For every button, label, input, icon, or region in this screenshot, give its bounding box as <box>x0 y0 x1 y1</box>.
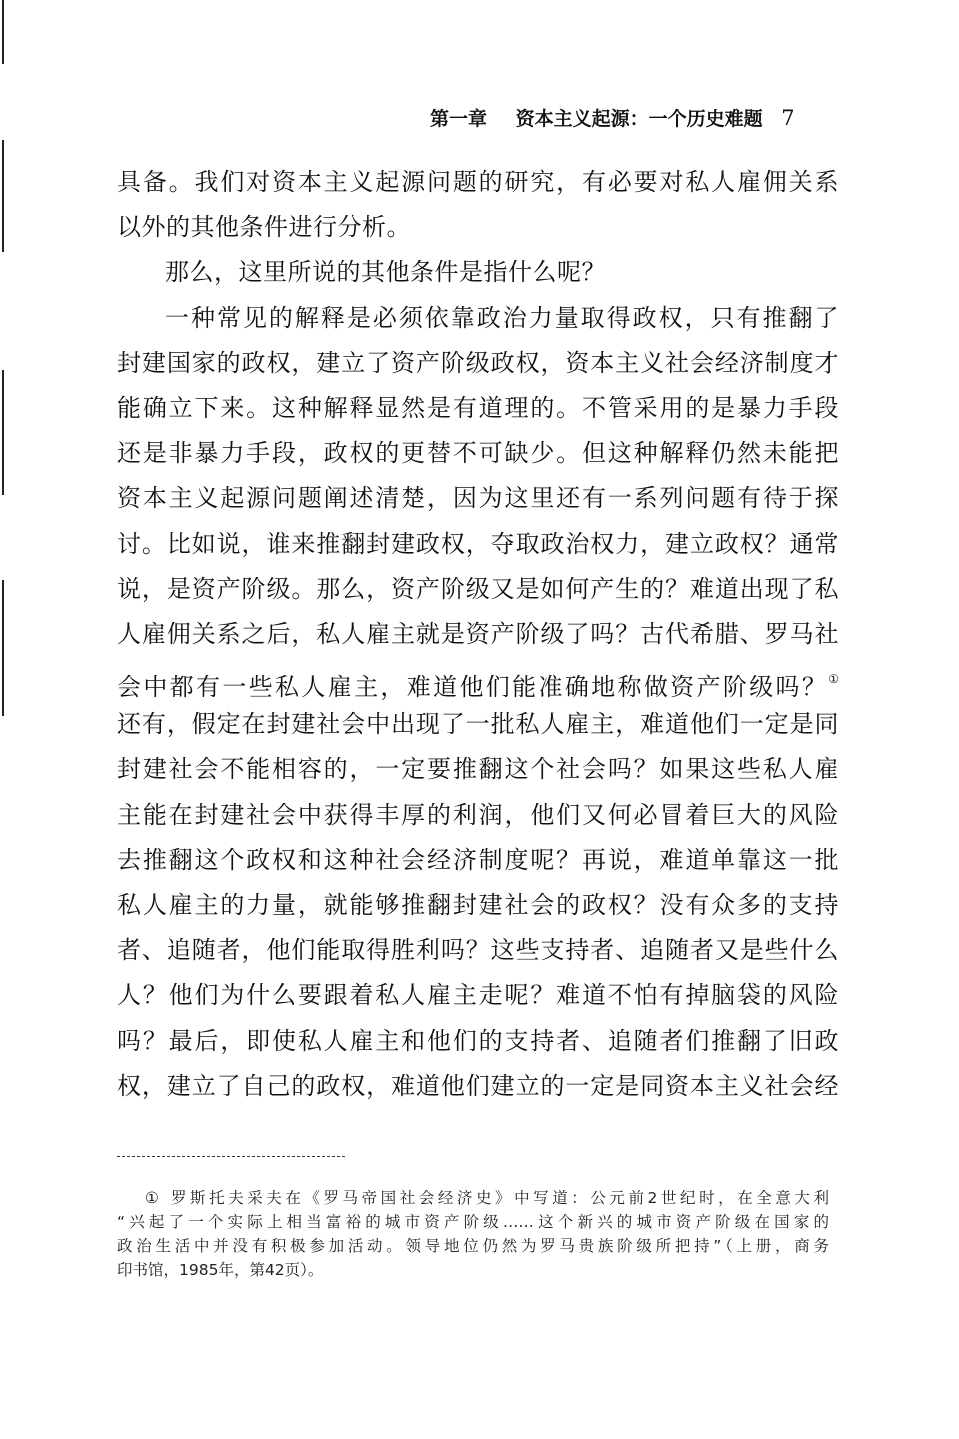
footnote-line: 政治生活中并没有积极参加活动。领导地位仍然为罗马贵族阶级所把持”（上册，商务 <box>117 1237 829 1255</box>
running-header <box>430 103 830 133</box>
body-text <box>117 160 839 1109</box>
body-line: 私人雇主的力量，就能够推翻封建社会的政权？没有众多的支持 <box>117 891 839 919</box>
footnote-line: ① 罗斯托夫采夫在《罗马帝国社会经济史》中写道：公元前2世纪时，在全意大利 <box>145 1189 829 1207</box>
body-line: 具备。我们对资本主义起源问题的研究，有必要对私人雇佣关系 <box>117 168 839 196</box>
body-line: 吗？最后，即使私人雇主和他们的支持者、追随者们推翻了旧政 <box>117 1026 839 1055</box>
body-line: 主能在封建社会中获得丰厚的利润，他们又何必冒着巨大的风险 <box>117 800 839 829</box>
body-line-text: 会中都有一些私人雇主，难道他们能准确地称做资产阶级吗？ <box>117 673 829 702</box>
footnote-reference[interactable]: ① <box>828 672 839 687</box>
body-line: 资本主义起源问题阐述清楚，因为这里还有一系列问题有待于探 <box>117 484 839 513</box>
body-line: 还是非暴力手段，政权的更替不可缺少。但这种解释仍然未能把 <box>117 439 839 468</box>
body-line: 讨。比如说，谁来推翻封建政权，夺取政治权力，建立政权？通常 <box>117 529 839 558</box>
footnote-line: 印书馆，1985年，第42页）。 <box>117 1261 324 1279</box>
page-edge-mark-middle <box>2 370 4 495</box>
body-line-with-footnote <box>117 657 839 702</box>
body-line: 权，建立了自己的政权，难道他们建立的一定是同资本主义社会经 <box>117 1071 839 1100</box>
page-number: 7 <box>781 106 795 130</box>
body-line: 去推翻这个政权和这种社会经济制度呢？再说，难道单靠这一批 <box>117 845 839 874</box>
footnote-line: “兴起了一个实际上相当富裕的城市资产阶级……这个新兴的城市资产阶级在国家的 <box>117 1213 829 1231</box>
body-line: 封建社会不能相容的，一定要推翻这个社会吗？如果这些私人雇 <box>117 755 839 784</box>
body-line: 能确立下来。这种解释显然是有道理的。不管采用的是暴力手段 <box>117 393 839 422</box>
body-line: 那么，这里所说的其他条件是指什么呢？ <box>165 258 606 287</box>
body-line: 人雇佣关系之后，私人雇主就是资产阶级了吗？古代希腊、罗马社 <box>117 619 839 648</box>
footnote-divider <box>117 1156 345 1157</box>
body-line: 一种常见的解释是必须依靠政治力量取得政权，只有推翻了 <box>165 303 839 332</box>
body-line: 说，是资产阶级。那么，资产阶级又是如何产生的？难道出现了私 <box>117 574 839 603</box>
body-line: 人？他们为什么要跟着私人雇主走呢？难道不怕有掉脑袋的风险 <box>117 981 839 1010</box>
body-line: 还有，假定在封建社会中出现了一批私人雇主，难道他们一定是同 <box>117 710 839 739</box>
footnote-block <box>117 1186 829 1282</box>
chapter-label: 第一章 <box>430 108 488 130</box>
body-line: 封建国家的政权，建立了资产阶级政权，资本主义社会经济制度才 <box>117 348 839 377</box>
page-edge-mark-top <box>2 0 4 64</box>
body-line: 者、追随者，他们能取得胜利吗？这些支持者、追随者又是些什么 <box>117 936 839 965</box>
chapter-title: 资本主义起源：一个历史难题 <box>515 108 763 130</box>
body-line: 以外的其他条件进行分析。 <box>117 213 411 242</box>
page-edge-mark-upper <box>2 140 4 252</box>
page-edge-mark-lower <box>2 580 4 716</box>
